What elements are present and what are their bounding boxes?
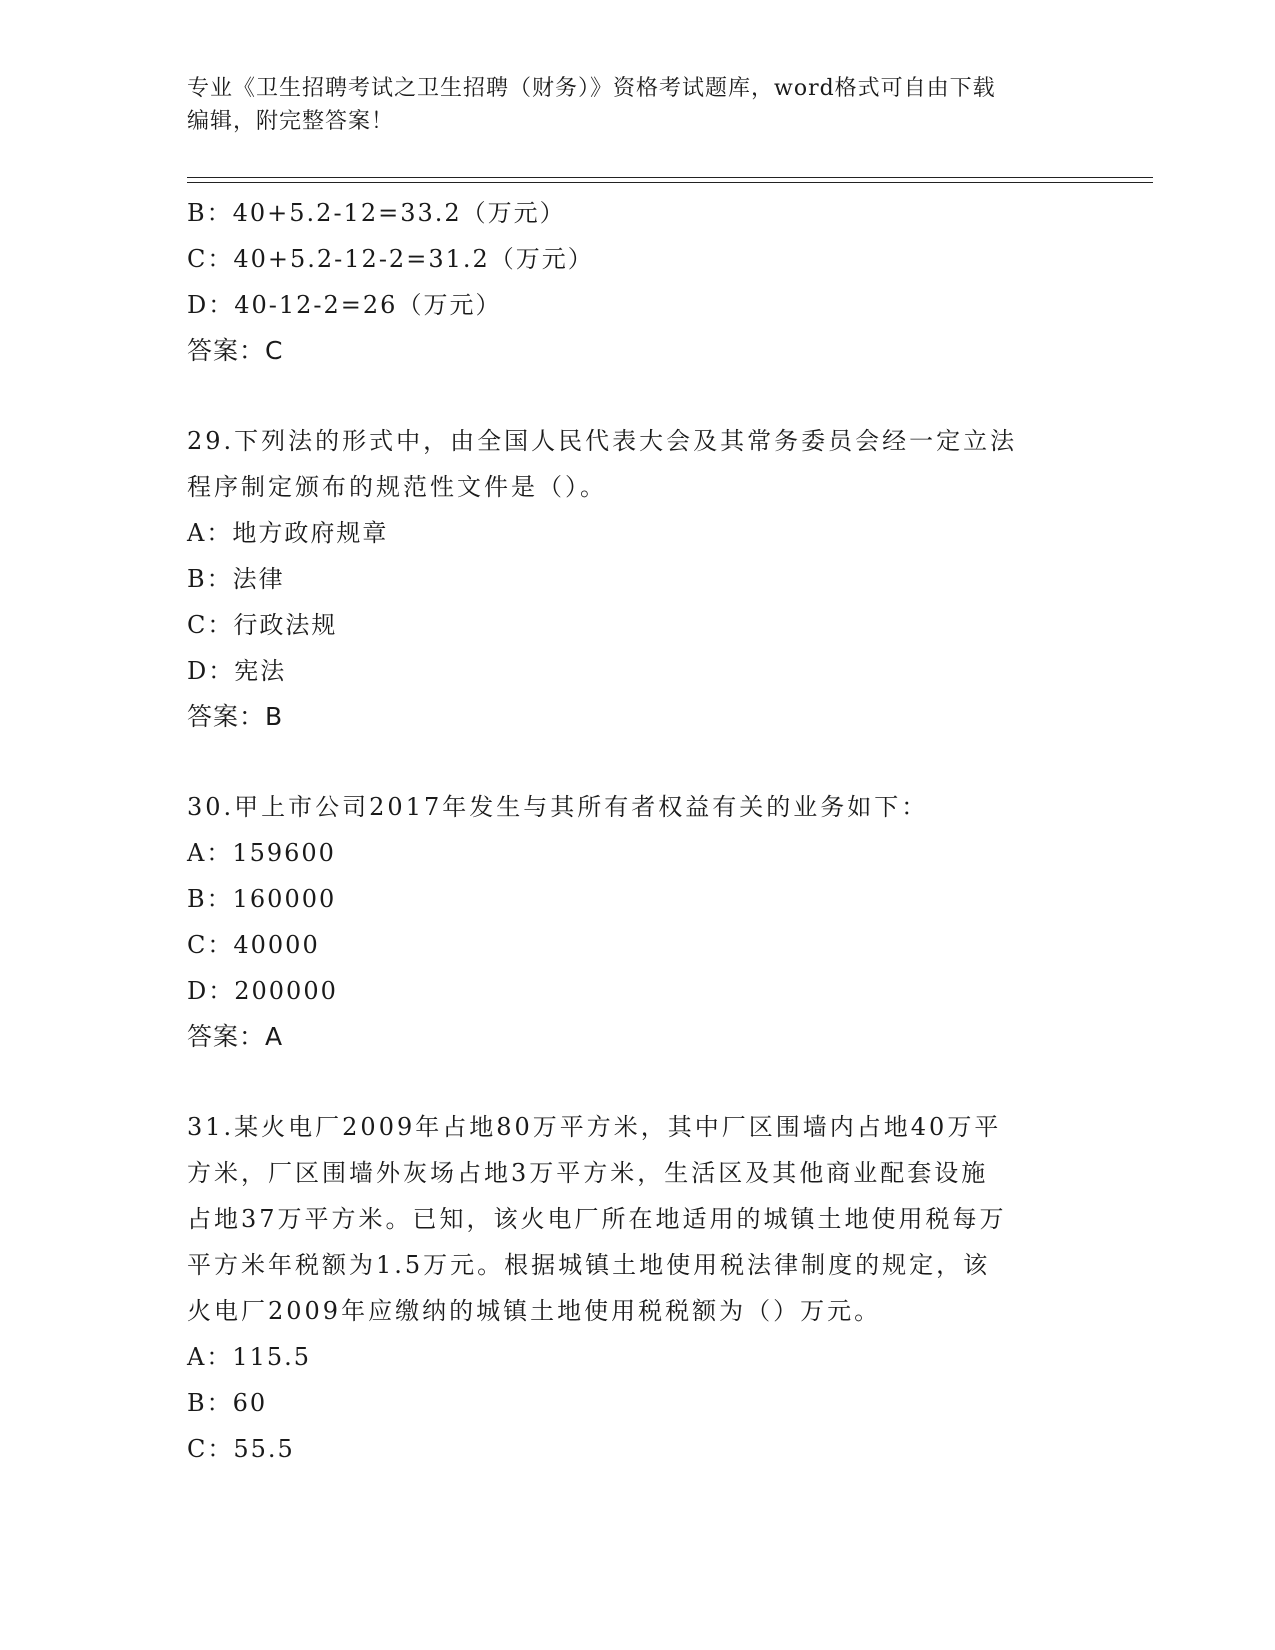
option-a: A：159600 [187,839,336,867]
option-d: D：40-12-2=26（万元） [187,291,502,319]
question-stem-line: 火电厂2009年应缴纳的城镇土地使用税税额为（）万元。 [187,1297,882,1325]
question-stem-line: 占地37万平方米。已知，该火电厂所在地适用的城镇土地使用税每万 [187,1205,1007,1233]
header-title-line2: 编辑，附完整答案！ [187,109,395,134]
question-29 [187,418,1087,740]
question-stem-line: 29.下列法的形式中，由全国人民代表大会及其常务委员会经一定立法 [187,427,1018,455]
option-c: C：40000 [187,931,320,959]
question-28-continued [187,190,1087,374]
answer-label: 答案：C [187,336,284,365]
option-b: B：160000 [187,885,337,913]
option-a: A：地方政府规章 [187,519,389,547]
option-c: C：行政法规 [187,611,338,639]
question-stem-line: 31.某火电厂2009年占地80万平方米，其中厂区围墙内占地40万平 [187,1113,1002,1141]
answer-label: 答案：A [187,1022,284,1051]
question-stem-line: 方米，厂区围墙外灰场占地3万平方米，生活区及其他商业配套设施 [187,1159,989,1187]
option-c: C：40+5.2-12-2=31.2（万元） [187,245,594,273]
option-d: D：宪法 [187,657,287,685]
option-b: B：40+5.2-12=33.2（万元） [187,199,566,227]
question-stem-line: 程序制定颁布的规范性文件是（）。 [187,473,607,501]
question-stem-line: 30.甲上市公司2017年发生与其所有者权益有关的业务如下： [187,793,929,821]
document-header [187,72,1087,138]
option-a: A：115.5 [187,1343,312,1371]
header-divider-bottom [187,182,1153,183]
option-c: C：55.5 [187,1435,295,1463]
question-stem-line: 平方米年税额为1.5万元。根据城镇土地使用税法律制度的规定，该 [187,1251,991,1279]
question-30 [187,784,1087,1060]
option-d: D：200000 [187,977,338,1005]
question-31 [187,1104,1087,1472]
option-b: B：60 [187,1389,268,1417]
answer-label: 答案：B [187,702,284,731]
question-content [187,190,1087,1472]
header-divider-top [187,177,1153,178]
header-title-line1: 专业《卫生招聘考试之卫生招聘（财务）》资格考试题库，word格式可自由下载 [187,76,996,101]
option-b: B：法律 [187,565,285,593]
